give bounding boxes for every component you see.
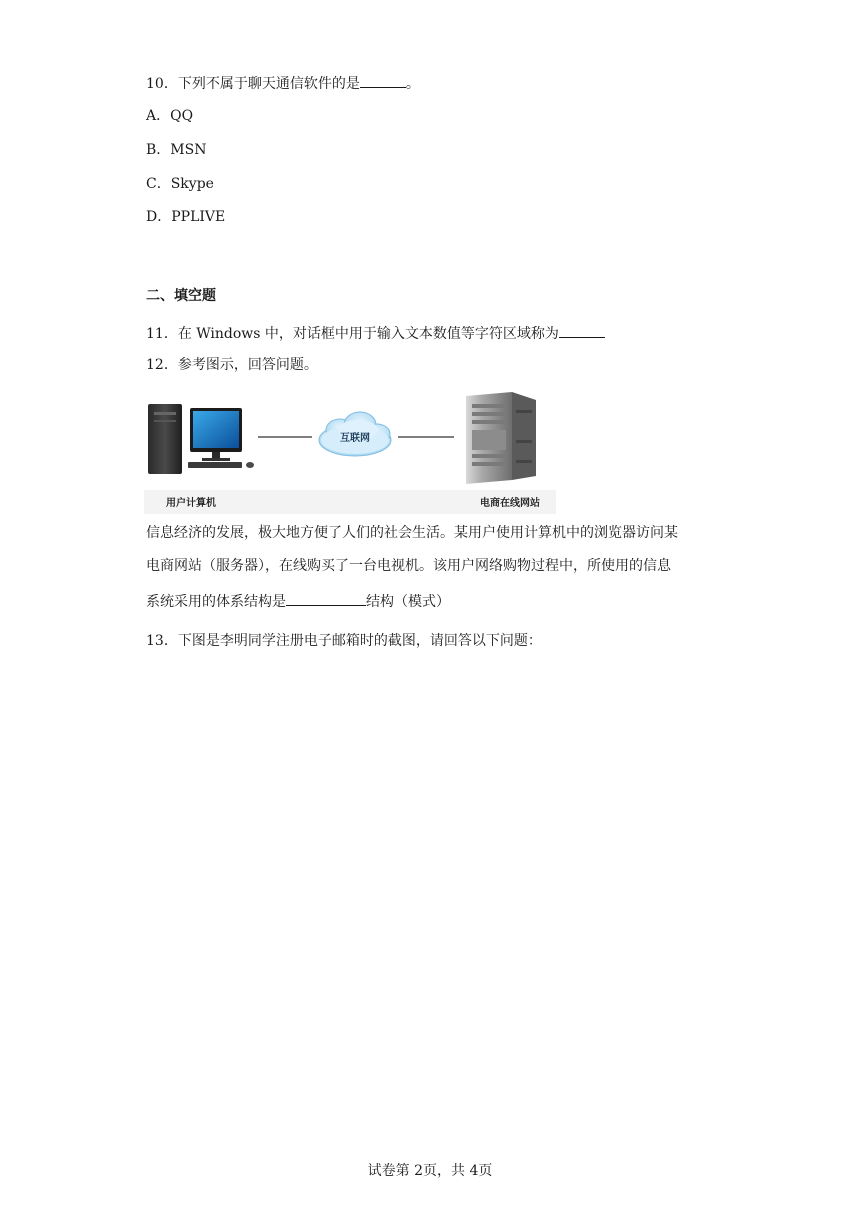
answer-blank <box>286 590 366 606</box>
option-text: MSN <box>170 142 207 158</box>
question-number: 13． <box>146 633 178 649</box>
question-11 <box>146 322 605 344</box>
server-tower-icon <box>466 392 536 484</box>
option-d <box>146 207 225 227</box>
option-letter: C． <box>146 176 171 192</box>
cloud-label: 互联网 <box>340 433 370 444</box>
option-letter: A． <box>146 108 171 124</box>
paragraph-text: 结构（模式） <box>366 594 450 610</box>
network-diagram <box>144 390 556 514</box>
desktop-computer-icon <box>148 404 254 474</box>
answer-blank <box>559 322 605 338</box>
question-10 <box>146 72 420 94</box>
question-13 <box>146 631 542 651</box>
question-stem: 在 Windows 中，对话框中用于输入文本数值等字符区域称为 <box>177 326 559 342</box>
option-a <box>146 106 193 126</box>
page-footer: 试卷第 2页，共 4页 <box>367 1163 493 1179</box>
option-text: QQ <box>170 108 194 124</box>
answer-blank <box>360 72 406 88</box>
question-stem: 下图是李明同学注册电子邮箱时的截图，请回答以下问题： <box>177 633 542 649</box>
question-number: 12． <box>146 357 178 373</box>
question-12 <box>146 355 318 375</box>
option-text: Skype <box>170 176 214 192</box>
user-computer-label: 用户计算机 <box>166 498 216 509</box>
option-letter: D． <box>146 209 172 225</box>
section-title: 二、填空题 <box>146 288 216 304</box>
question-number: 10． <box>146 76 178 92</box>
paragraph-line: 电商网站（服务器），在线购买了一台电视机。该用户网络购物过程中，所使用的信息 <box>146 558 671 574</box>
question-number: 11． <box>146 326 178 342</box>
option-text: PPLIVE <box>171 209 226 225</box>
option-letter: B． <box>146 142 171 158</box>
paragraph-line <box>146 590 450 612</box>
paragraph-line: 信息经济的发展，极大地方便了人们的社会生活。某用户使用计算机中的浏览器访问某 <box>146 525 678 541</box>
option-c <box>146 174 214 194</box>
option-b <box>146 140 206 160</box>
server-label: 电商在线网站 <box>480 498 540 509</box>
question-end: 。 <box>405 76 420 92</box>
paragraph-text: 系统采用的体系结构是 <box>146 594 286 610</box>
question-stem: 下列不属于聊天通信软件的是 <box>177 76 360 92</box>
question-stem: 参考图示，回答问题。 <box>177 357 318 373</box>
